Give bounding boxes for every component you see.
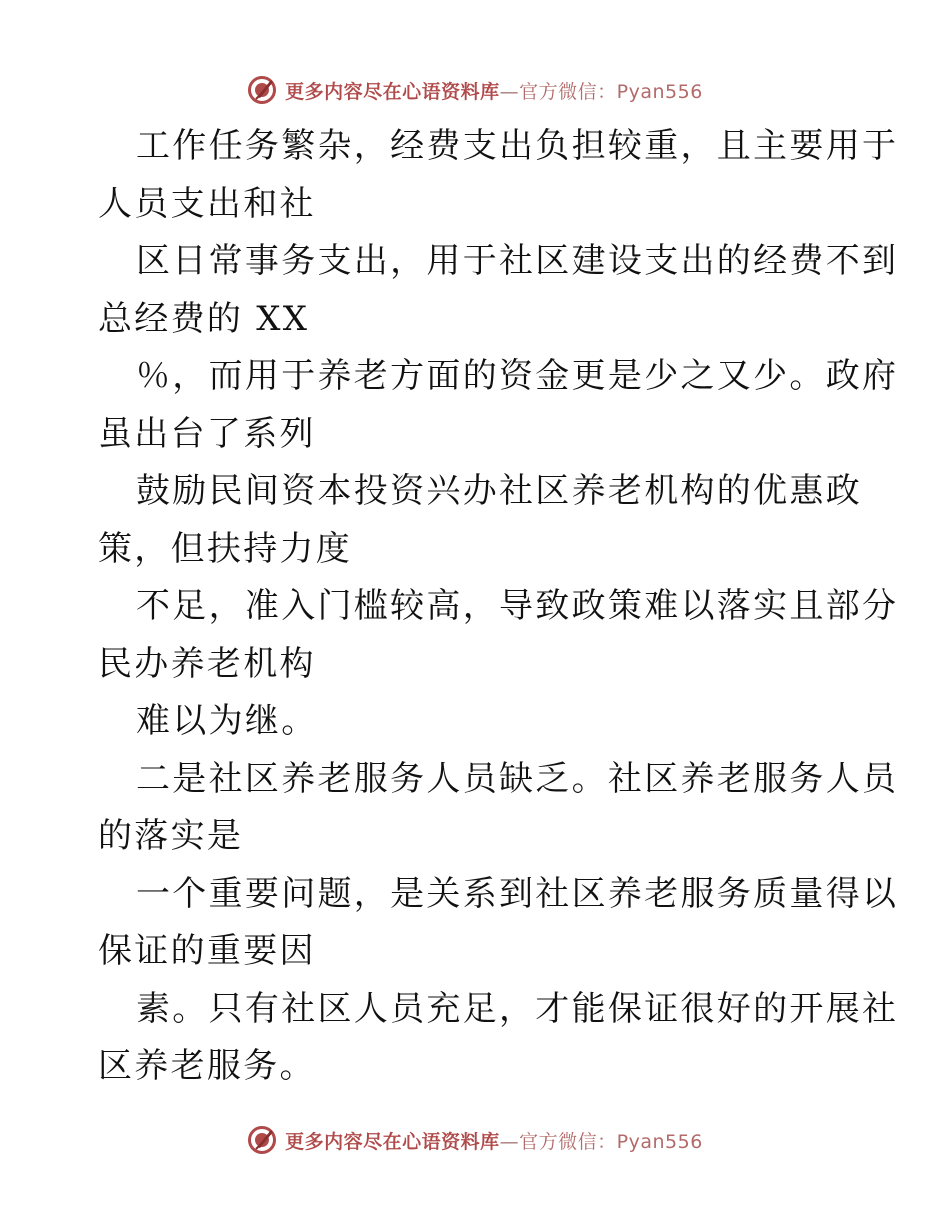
document-line: 虽出台了系列 [98, 413, 316, 454]
document-line: 的落实是 [98, 816, 244, 856]
document-line: ％，而用于养老方面的资金更是少之又少。政府 [136, 356, 899, 396]
document-line: 一个重要问题，是关系到社区养老服务质量得以 [136, 873, 899, 914]
footer-wechat: 官方微信：Pyan556 [519, 1130, 703, 1153]
document-line: 人员支出和社 [98, 183, 316, 224]
quill-seal-icon [247, 75, 277, 105]
document-line: 素。只有社区人员充足，才能保证很好的开展社 [136, 988, 899, 1029]
quill-seal-icon [247, 1125, 277, 1155]
header-brand: 更多内容尽在心语资料库 [285, 80, 500, 103]
header-separator: — [499, 80, 520, 103]
document-body [98, 118, 899, 1096]
document-line: 总经费的 XX [98, 298, 310, 339]
document-line: 难以为继。 [136, 701, 318, 741]
document-line: 二是社区养老服务人员缺乏。社区养老服务人员 [136, 758, 899, 799]
document-line: 民办养老机构 [98, 643, 316, 684]
footer-brand: 更多内容尽在心语资料库 [285, 1130, 500, 1153]
document-line: 区日常事务支出，用于社区建设支出的经费不到 [136, 241, 899, 281]
document-line: 策，但扶持力度 [98, 528, 353, 569]
footer-banner-text [285, 1127, 703, 1154]
document-line: 鼓励民间资本投资兴办社区养老机构的优惠政 [136, 471, 862, 511]
header-banner [0, 70, 950, 110]
header-banner-text [285, 77, 703, 104]
document-line: 不足，准入门槛较高，导致政策难以落实且部分 [136, 586, 899, 626]
document-line: 保证的重要因 [98, 931, 316, 971]
footer-banner [0, 1120, 950, 1160]
header-wechat: 官方微信：Pyan556 [519, 80, 703, 103]
document-line: 区养老服务。 [98, 1046, 316, 1086]
document-line: 工作任务繁杂，经费支出负担较重，且主要用于 [136, 126, 899, 166]
footer-separator: — [499, 1130, 520, 1153]
